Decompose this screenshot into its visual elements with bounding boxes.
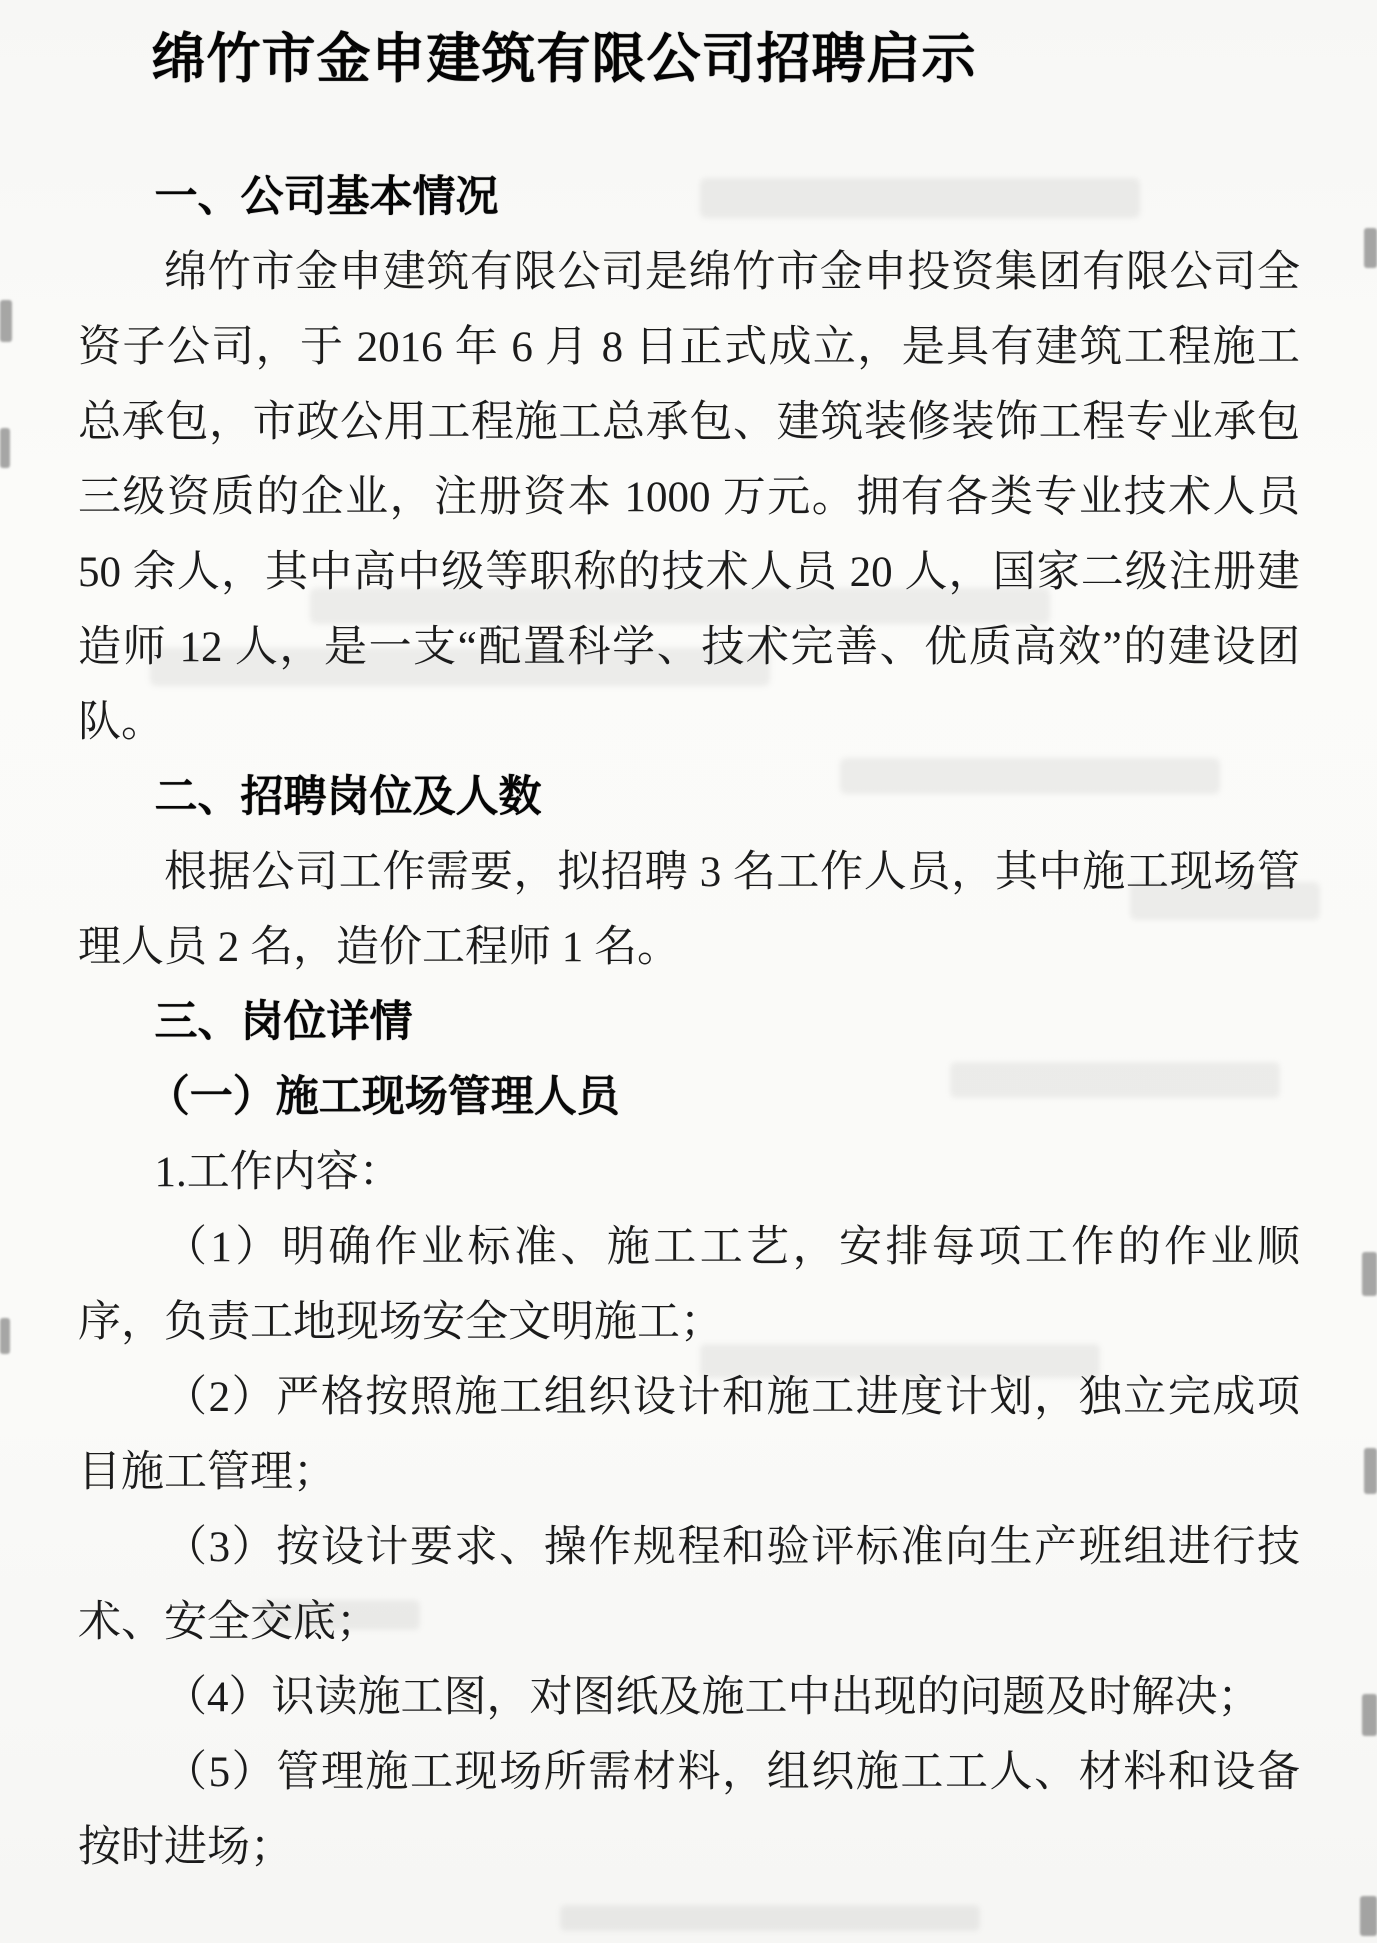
scan-edge-mark: [1362, 1694, 1377, 1736]
section-heading-position-details: 三、岗位详情: [154, 998, 413, 1047]
work-content-label: 1.工作内容：: [154, 1149, 402, 1197]
paragraph-company-info: 绵竹市金申建筑有限公司是绵竹市金申投资集团有限公司全资子公司，于 2016 年 6 月 8 日正式成立，是具有建筑工程施工总承包，市政公用工程施工总承包、建筑装修装饰工程专业承包三级资质的企业，注册资本 1000 万元。拥有各类专业技术人员 50 余人，其中高中级等职称的技术人员 20 人，国家二级注册建造师 12 人，是一支“配置科学、技术完善、优质高效”的建设团队。: [78, 249, 1300, 747]
section-heading-positions-count: 二、招聘岗位及人数: [154, 773, 542, 822]
scan-edge-mark: [1362, 1252, 1377, 1296]
section-heading-company-info: 一、公司基本情况: [154, 173, 499, 222]
scan-edge-mark: [0, 300, 12, 342]
work-content-item-3: （3）按设计要求、操作规程和验评标准向生产班组进行技术、安全交底；: [78, 1524, 1300, 1647]
scan-edge-mark: [1364, 228, 1377, 268]
scan-edge-mark: [1364, 1448, 1377, 1494]
work-content-item-5: （5）管理施工现场所需材料，组织施工工人、材料和设备按时进场；: [78, 1749, 1300, 1872]
work-content-item-2: （2）严格按照施工组织设计和施工进度计划，独立完成项目施工管理；: [78, 1374, 1300, 1497]
paragraph-positions-count: 根据公司工作需要，拟招聘 3 名工作人员，其中施工现场管理人员 2 名，造价工程师 1 名。: [78, 849, 1300, 972]
scan-edge-mark: [1360, 1896, 1377, 1936]
document-content: [78, 0, 1300, 1885]
scan-edge-mark: [0, 1318, 10, 1354]
work-content-item-4: （4）识读施工图，对图纸及施工中出现的问题及时解决；: [164, 1674, 1261, 1722]
document-title: 绵竹市金申建筑有限公司招聘启示: [151, 29, 977, 89]
scan-artifact: [560, 1905, 980, 1931]
scan-edge-mark: [0, 428, 10, 468]
subheading-site-management-staff: （一）施工现场管理人员: [146, 1074, 620, 1122]
work-content-item-1: （1）明确作业标准、施工工艺，安排每项工作的作业顺序，负责工地现场安全文明施工；: [78, 1224, 1300, 1347]
